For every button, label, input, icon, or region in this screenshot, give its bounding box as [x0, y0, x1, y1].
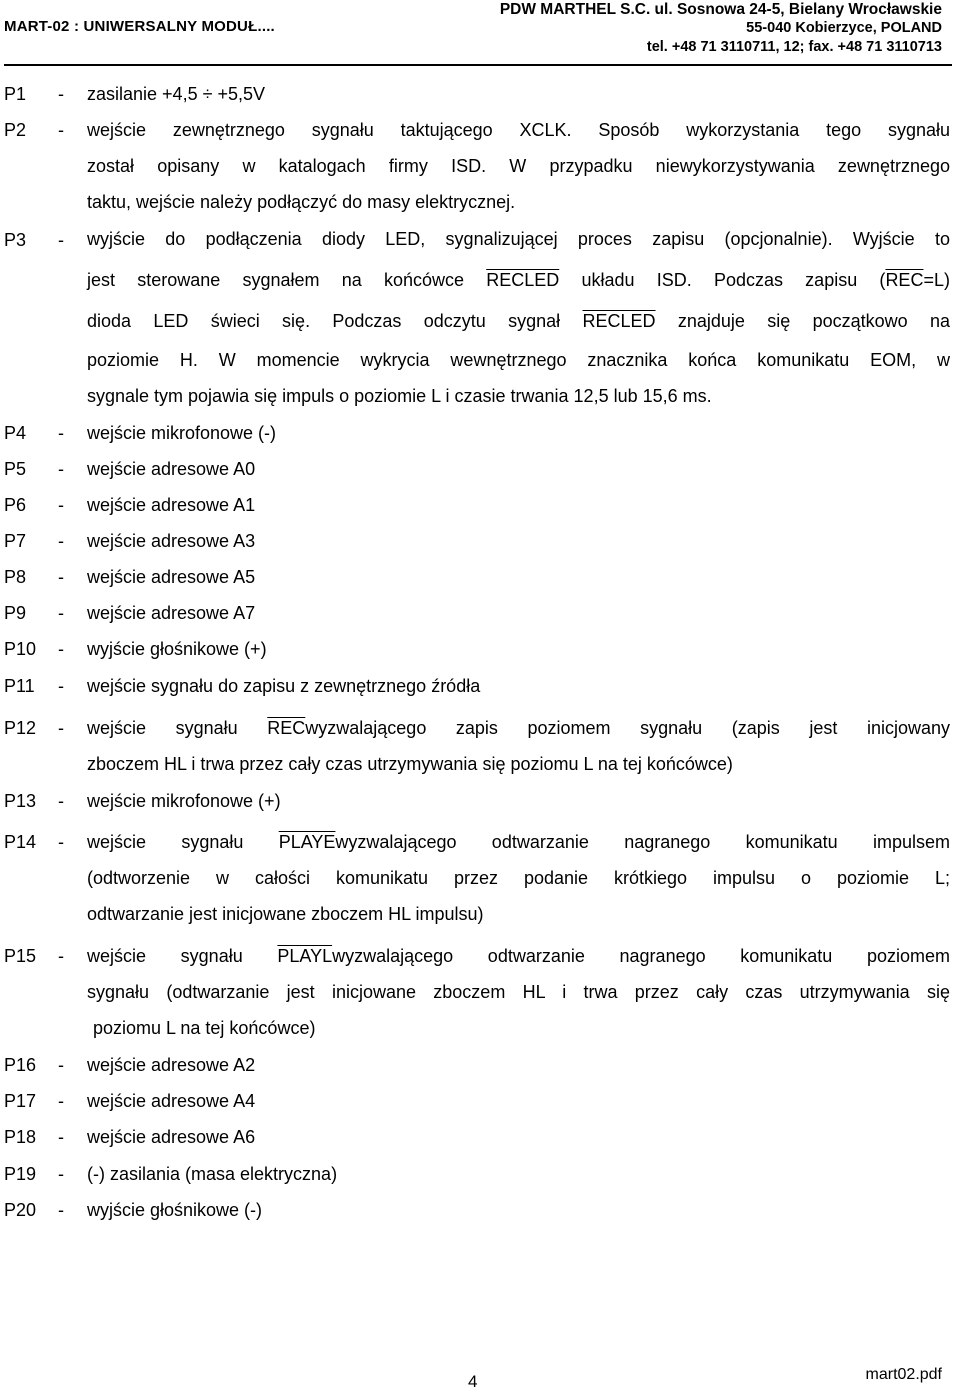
description-text: wejście sygnału: [87, 946, 243, 966]
pin-code: P7: [4, 531, 27, 551]
pin-code: P13: [4, 791, 37, 811]
footer-filename: mart02.pdf: [865, 1366, 942, 1383]
pin-dash: -: [58, 603, 64, 623]
pin-dash: -: [58, 531, 64, 551]
pin-description: [87, 824, 950, 932]
pin-code: P15: [4, 946, 37, 966]
signal-rec: $\overline{REC}$: [267, 718, 306, 738]
pin-code: P17: [4, 1091, 37, 1111]
pin-dash: -: [58, 230, 64, 250]
pin-description: wyjście głośnikowe (+): [87, 639, 267, 659]
pin-description: wejście adresowe A6: [87, 1127, 256, 1147]
pin-dash: -: [58, 84, 64, 104]
pin-code: P6: [4, 495, 27, 515]
description-line: sygnału (odtwarzanie jest inicjowane zboczem HL i trwa przez cały czas utrzymywania się: [87, 982, 950, 1002]
description-text: wejście sygnału: [87, 718, 238, 738]
pin-dash: -: [58, 946, 64, 966]
pin-description: wejście adresowe A1: [87, 495, 256, 515]
description-line: [87, 938, 950, 974]
description-line: (odtworzenie w całości komunikatu przez podanie krótkiego impulsu o poziomie L;: [87, 868, 950, 888]
pin-dash: -: [58, 1200, 64, 1220]
pin-description: wejście adresowe A3: [87, 531, 256, 551]
pin-description: wejście adresowe A5: [87, 567, 256, 587]
pin-code: P11: [4, 676, 35, 696]
pin-code: P16: [4, 1055, 37, 1075]
pin-dash: -: [58, 495, 64, 515]
pin-code: P20: [4, 1200, 37, 1220]
pin-dash: -: [58, 1055, 64, 1075]
description-text: znajduje się początkowo na: [677, 311, 950, 331]
pin-description: wejście adresowe A0: [87, 459, 256, 479]
description-line: [87, 710, 950, 746]
pin-description: wejście adresowe A7: [87, 603, 256, 623]
pin-dash: -: [58, 791, 64, 811]
pin-description: zasilanie +4,5 ÷ +5,5V: [87, 84, 265, 104]
description-line: został opisany w katalogach firmy ISD. W przypadku niewykorzystywania zewnętrznego: [87, 156, 950, 176]
company-name: PDW MARTHEL S.C. ul. Sosnowa 24-5, Bielany Wrocławskie: [499, 1, 942, 18]
pin-code: P2: [4, 120, 27, 140]
signal-rec: $\overline{REC}$: [885, 270, 924, 290]
pin-description: wejście adresowe A2: [87, 1055, 256, 1075]
description-line: wyjście do podłączenia diody LED, sygnalizującej proces zapisu (opcjonalnie). Wyjście to: [87, 229, 950, 249]
pin-code: P1: [4, 84, 27, 104]
pin-dash: -: [58, 459, 64, 479]
company-phone: tel. +48 71 3110711, 12; fax. +48 71 3110713: [646, 39, 942, 55]
pin-code: P14: [4, 832, 37, 852]
description-text: dioda LED świeci się. Podczas odczytu sygnał: [87, 311, 561, 331]
description-line: sygnale tym pojawia się impuls o poziomie L i czasie trwania 12,5 lub 15,6 ms.: [87, 386, 712, 406]
description-text: układu ISD. Podczas zapisu (: [581, 270, 886, 290]
pin-code: P12: [4, 718, 37, 738]
signal-recled: RECLED: [486, 270, 560, 290]
company-info: [500, 0, 942, 57]
pin-description: wejście sygnału do zapisu z zewnętrznego źródła: [87, 676, 481, 696]
description-text: wejście sygnału: [87, 832, 244, 852]
pin-dash: -: [58, 639, 64, 659]
pin-description: wejście mikrofonowe (-): [87, 423, 277, 443]
description-text: jest sterowane sygnałem na końcówce: [87, 270, 464, 290]
pin-code: P9: [4, 603, 27, 623]
pin-code: P3: [4, 230, 27, 250]
description-line: [87, 301, 950, 342]
description-line: zboczem HL i trwa przez cały czas utrzymywania się poziomu L na tej końcówce): [87, 754, 733, 774]
pin-code: P4: [4, 423, 27, 443]
pin-dash: -: [58, 718, 64, 738]
pin-code: P18: [4, 1127, 37, 1147]
pin-description: [87, 710, 950, 782]
signal-playl: PLAYL: [277, 946, 333, 966]
description-line: [87, 260, 950, 301]
pin-description: wejście mikrofonowe (+): [87, 791, 281, 811]
pin-dash: -: [58, 676, 64, 696]
pin-dash: -: [58, 120, 64, 140]
description-line: poziomie H. W momencie wykrycia wewnętrznego znacznika końca komunikatu EOM, w: [87, 350, 950, 370]
pin-code: P5: [4, 459, 27, 479]
company-address: 55-040 Kobierzyce, POLAND: [746, 20, 942, 36]
pin-description: [87, 938, 950, 1046]
signal-playe: PLAYE: [278, 832, 336, 852]
description-text: =L): [923, 270, 950, 290]
pin-description: [87, 112, 950, 220]
pin-description: wejście adresowe A4: [87, 1091, 256, 1111]
pin-dash: -: [58, 1091, 64, 1111]
description-text: wyzwalającego zapis poziomem sygnału (zapis jest inicjowany: [305, 718, 950, 738]
pin-description: (-) zasilania (masa elektryczna): [87, 1164, 338, 1184]
pin-dash: -: [58, 1127, 64, 1147]
pin-dash: -: [58, 567, 64, 587]
description-line: odtwarzanie jest inicjowane zboczem HL impulsu): [87, 904, 484, 924]
signal-recled: RECLED: [582, 311, 656, 331]
pin-dash: -: [58, 832, 64, 852]
pin-code: P8: [4, 567, 27, 587]
pin-dash: -: [58, 423, 64, 443]
pin-description: wyjście głośnikowe (-): [87, 1200, 263, 1220]
description-text: wyzwalającego odtwarzanie nagranego komunikatu poziomem: [332, 946, 950, 966]
pin-dash: -: [58, 1164, 64, 1184]
pin-code: P10: [4, 639, 37, 659]
description-line: poziomu L na tej końcówce): [93, 1018, 316, 1038]
pin-code: P19: [4, 1164, 37, 1184]
description-line: wejście zewnętrznego sygnału taktującego XCLK. Sposób wykorzystania tego sygnału: [87, 120, 950, 140]
description-line: taktu, wejście należy podłączyć do masy elektrycznej.: [87, 192, 516, 212]
description-line: [87, 824, 950, 860]
pin-description: [87, 219, 950, 414]
header-divider: [4, 64, 952, 66]
document-title: MART-02 : UNIWERSALNY MODUŁ....: [4, 18, 275, 35]
description-text: wyzwalającego odtwarzanie nagranego komunikatu impulsem: [335, 832, 950, 852]
page-number: 4: [468, 1372, 478, 1391]
